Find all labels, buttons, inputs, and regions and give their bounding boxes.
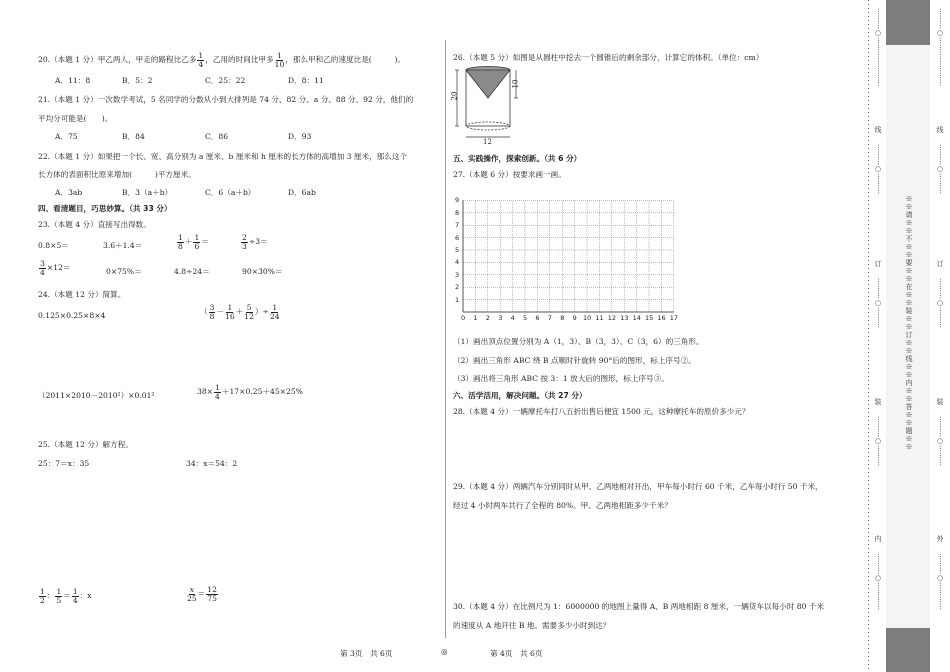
fraction: $\frac{1}{10}$ <box>274 51 285 69</box>
binding-dots-right-bottom: ⋯⋯⋯○⋯⋯⋯⋯ <box>936 553 944 610</box>
binding-dots-right-top: ⋯⋯⋯○⋯⋯⋯⋯⋯⋯⋯ <box>936 8 944 86</box>
q24-title: 24.（本题 12 分）简算。 <box>38 290 126 299</box>
fraction: $\frac{1}{4}$ <box>198 51 204 69</box>
binding-dots-left-mid2: ⋯⋯⋯○⋯⋯⋯ <box>874 278 882 328</box>
cylinder-cone-figure <box>452 64 522 146</box>
q22-option-b: B．3（a＋b） <box>122 188 173 197</box>
section-5-heading: 五、实践操作，探索创新。（共 6 分） <box>453 154 582 163</box>
grid-x-label: 6 <box>535 314 540 322</box>
grid-y-label: 8 <box>455 208 460 217</box>
grid-y-label: 9 <box>455 196 460 205</box>
page-number-right: 第 4页 共 6页 <box>490 649 543 658</box>
binding-label-zhuang-1: 装 <box>874 398 882 406</box>
grid-x-label: 12 <box>607 314 617 322</box>
footer-symbol: ◎ <box>441 647 448 656</box>
grid-x-label: 17 <box>669 314 679 322</box>
q27-text: 27.（本题 6 分）按要求画一画。 <box>453 170 566 179</box>
fig-height-label: 20 <box>450 91 459 101</box>
grid-x-label: 15 <box>645 314 654 322</box>
q24-expr-4: 38× $\frac{1}{4}$ ＋17×0.25＋45×25% <box>197 383 303 401</box>
grid-x-label: 0 <box>461 314 466 322</box>
grid-x-label: 3 <box>498 314 503 322</box>
binding-edge-left <box>868 0 869 672</box>
q27-part-3: （3）画出将三角形 ABC 按 3：1 放大后的图形，标上序号③。 <box>453 374 669 383</box>
q30-line2: 的速度从 A 地开往 B 地。需要多少小时到达？ <box>453 621 611 630</box>
no-answer-warning: ※※请※※不※※要※※在※※装※※订※※线※※内※※答※※题※※ <box>905 195 913 451</box>
q27-part-1: （1）画出顶点位置分别为 A（1，3）、B（3，3）、C（3，6）的三角形。 <box>453 337 704 346</box>
margin-grey-bottom <box>886 628 930 672</box>
grid-x-label: 9 <box>572 314 577 322</box>
grid-x-label: 7 <box>547 314 552 322</box>
grid-x-label: 10 <box>583 314 592 322</box>
q20-option-c: C．25：22 <box>205 76 246 85</box>
binding-dots-left-mid3: ⋯⋯⋯○⋯⋯⋯ <box>874 416 882 466</box>
grid-x-label: 1 <box>473 314 478 322</box>
q22-option-d: D．6ab <box>288 188 316 197</box>
q23-item-6: 0×75%＝ <box>106 267 142 276</box>
coordinate-grid <box>453 194 693 324</box>
q20-option-d: D．8：11 <box>288 76 324 85</box>
q23-item-2: 3.6＋1.4＝ <box>103 241 143 250</box>
binding-dots-left-mid1: ⋯⋯⋯○⋯⋯⋯ <box>874 144 882 194</box>
grid-x-label: 11 <box>595 314 604 322</box>
grid-x-label: 4 <box>510 314 515 322</box>
section-4-heading: 四、看清题目，巧思妙算。（共 33 分） <box>38 204 172 213</box>
q26-text: 26.（本题 5 分）如图是从圆柱中挖去一个圆锥后的剩余部分，计算它的体积。（单位：cm） <box>453 53 764 62</box>
q20-option-b: B．5：2 <box>122 76 153 85</box>
grid-x-label: 14 <box>632 314 641 322</box>
q22-line1: 22.（本题 1 分）如果把一个长、宽、高分别为 a 厘米、b 厘米和 h 厘米的长方体的高增加 3 厘米，那么这个 <box>38 152 408 161</box>
q21-line2: 平均分可能是( )。 <box>38 114 113 123</box>
q28-text: 28.（本题 4 分）一辆摩托车打八五折出售后便宜 1500 元，这种摩托车的原价多少元？ <box>453 407 750 416</box>
q25-title: 25.（本题 12 分）解方程。 <box>38 440 133 449</box>
grid-x-label: 8 <box>560 314 565 322</box>
grid-y-label: 3 <box>455 270 460 279</box>
binding-label-nei: 内 <box>874 535 882 543</box>
q23-item-3: $\frac{1}{8}$ ＋ $\frac{1}{6}$ ＝ <box>178 233 209 251</box>
binding-label-zhuang-2: 装 <box>936 398 944 406</box>
grid-lines <box>463 200 674 312</box>
binding-dots-left-bottom: ⋯⋯⋯○⋯⋯⋯⋯ <box>874 553 882 610</box>
grid-y-label: 6 <box>455 233 460 242</box>
column-divider <box>445 40 446 638</box>
q22-option-a: A．3ab <box>55 188 83 197</box>
q23-item-7: 4.8÷24＝ <box>174 267 210 276</box>
grid-y-label: 7 <box>455 221 460 230</box>
binding-dots-right-mid3: ⋯⋯⋯○⋯⋯⋯ <box>936 416 944 466</box>
q20-option-a: A．11：8 <box>55 76 91 85</box>
section-6-heading: 六、活学活用，解决问题。（共 27 分） <box>453 391 587 400</box>
q22-line2: 长方体的表面积比原来增加( )平方厘米。 <box>38 170 196 179</box>
grid-x-label: 2 <box>485 314 490 322</box>
margin-grey-top <box>886 0 930 45</box>
q24-expr-3: （2011×2010－2010²）×0.01² <box>38 391 155 400</box>
q25-eq-2: 34：x＝54：2 <box>186 459 238 468</box>
binding-label-ding-1: 订 <box>874 260 882 268</box>
q25-eq-3: $\frac{1}{2}$ ： $\frac{1}{5}$ ＝ $\frac{1}{4}$ ：x <box>40 587 92 605</box>
q25-eq-1: 25：7＝x：35 <box>38 459 90 468</box>
q29-line2: 经过 4 小时两车共行了全程的 80%。甲、乙两地相距多少千米？ <box>453 501 672 510</box>
q29-line1: 29.（本题 4 分）两辆汽车分别同时从甲、乙两地相对开出，甲车每小时行 60 千米，乙车每小时行 50 千米， <box>453 482 823 491</box>
q21-option-d: D．93 <box>288 132 312 141</box>
q23-item-4: $\frac{2}{3}$ ÷3＝ <box>242 233 268 251</box>
q21-option-b: B．84 <box>122 132 145 141</box>
grid-x-label: 16 <box>657 314 666 322</box>
grid-y-label: 5 <box>455 246 460 254</box>
binding-label-wai: 外 <box>936 535 944 543</box>
grid-x-label: 13 <box>620 314 629 322</box>
fig-diameter-label: 12 <box>483 138 492 146</box>
q24-expr-1: 0.125×0.25×8×4 <box>38 311 106 320</box>
grid-y-label: 4 <box>455 258 460 267</box>
q20-stem: 20.（本题 1 分）甲乙两人，甲走的路程比乙多 $\frac{1}{4}$ ，乙用的时间比甲多 $\frac{1}{10}$ ，那么甲和乙的速度比是( )。 <box>38 51 406 69</box>
binding-dots-left-top: ⋯⋯⋯○⋯⋯⋯⋯⋯⋯⋯ <box>874 8 882 86</box>
q22-option-c: C．6（a＋b） <box>205 188 256 197</box>
grid-x-label: 5 <box>523 314 528 322</box>
binding-label-xian-1: 线 <box>874 126 882 134</box>
binding-dots-right-mid2: ⋯⋯⋯○⋯⋯⋯ <box>936 278 944 328</box>
q21-option-c: C．86 <box>205 132 229 141</box>
q24-expr-2: （ $\frac{3}{8}$ － $\frac{1}{16}$ ＋ $\frac{5}{12}$ ）÷ $\frac{1}{24}$ <box>200 303 280 321</box>
q23-title: 23.（本题 4 分）直接写出得数。 <box>38 220 151 229</box>
q23-item-8: 90×30%＝ <box>242 267 283 276</box>
binding-label-xian-2: 线 <box>936 126 944 134</box>
page-number-left: 第 3页 共 6页 <box>340 649 393 658</box>
grid-y-label: 1 <box>455 295 460 304</box>
q27-part-2: （2）画出三角形 ABC 绕 B 点顺时针旋转 90°后的图形，标上序号②。 <box>453 356 696 365</box>
grid-y-label: 2 <box>455 283 460 292</box>
q23-item-1: 0.8×5＝ <box>38 241 69 250</box>
q25-eq-4: $\frac{x}{25}$ ＝ $\frac{12}{75}$ <box>187 585 217 603</box>
q23-item-5: $\frac{3}{4}$ ×12＝ <box>40 259 71 277</box>
binding-label-ding-2: 订 <box>936 260 944 268</box>
q21-line1: 21.（本题 1 分）一次数学考试，5 名同学的分数从小到大排列是 74 分、82 分、a 分、88 分、92 分，他们的 <box>38 95 414 104</box>
q21-option-a: A．75 <box>55 132 78 141</box>
fig-cone-height-label: 10 <box>511 79 520 89</box>
q30-line1: 30.（本题 4 分）在比例尺为 1：6000000 的地图上量得 A、B 两地相距 8 厘米，一辆货车以每小时 80 千米 <box>453 602 825 611</box>
binding-dots-right-mid1: ⋯⋯⋯○⋯⋯⋯ <box>936 144 944 194</box>
